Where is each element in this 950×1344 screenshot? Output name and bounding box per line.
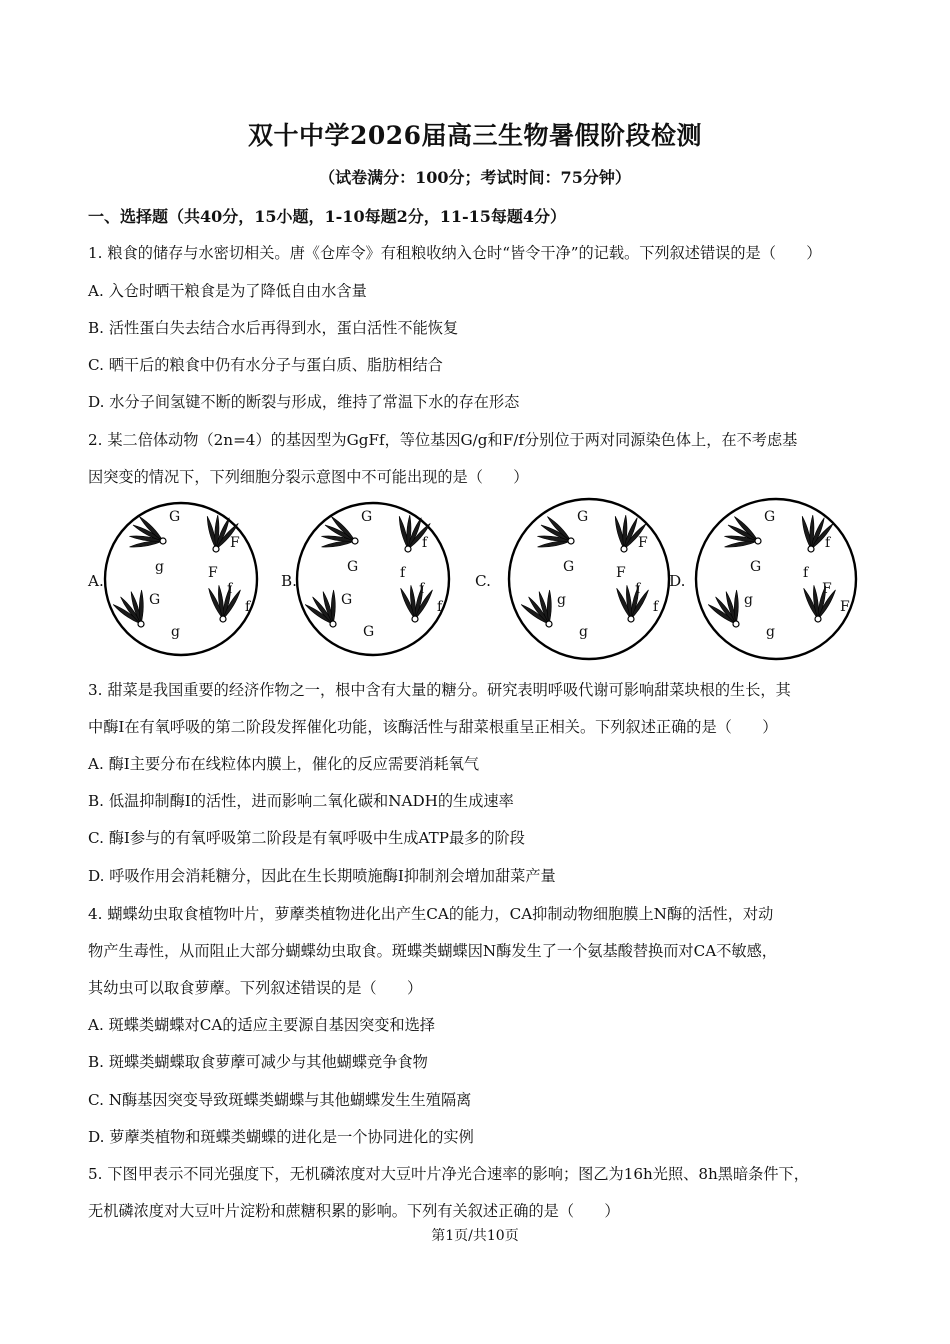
cell-membrane-2 — [509, 499, 669, 659]
gene-label-0-br-1: f — [245, 599, 251, 615]
q2-option-c-label[interactable]: C. — [475, 572, 491, 590]
q2-option-b-label[interactable]: B. — [281, 572, 297, 590]
chromatid-3-bl-3 — [734, 590, 738, 624]
chromatid-2-bl-3 — [547, 590, 551, 624]
gene-label-0-bl-0: G — [149, 592, 161, 608]
centromere-3-tr — [808, 546, 814, 552]
centromere-0-br — [220, 616, 226, 622]
gene-label-3-tr-0: f — [825, 535, 831, 551]
gene-label-0-tr-1: F — [208, 565, 218, 581]
gene-label-2-tr-0: F — [638, 535, 648, 551]
q3-option-b[interactable]: B. 低温抑制酶Ⅰ的活性，进而影响二氧化碳和NADH的生成速率 — [88, 792, 514, 810]
q3-stem-line1: 3. 甜菜是我国重要的经济作物之一，根中含有大量的糖分。研究表明呼吸代谢可影响甜菜块根的生长，其 — [88, 681, 791, 699]
centromere-3-bl — [733, 621, 739, 627]
q1-option-c[interactable]: C. 晒干后的粮食中仍有水分子与蛋白质、脂肪相结合 — [88, 356, 443, 374]
section-heading: 一、选择题（共40分，15小题，1-10每题2分，11-15每题4分） — [88, 207, 567, 226]
gene-label-2-bl-0: g — [557, 592, 566, 608]
cell-1 — [297, 503, 449, 655]
q4-stem-line1: 4. 蝴蝶幼虫取食植物叶片，萝藦类植物进化出产生CA的能力，CA抑制动物细胞膜上N酶的活性，对动 — [88, 905, 774, 923]
q1-option-a[interactable]: A. 入仓时晒干粮食是为了降低自由水含量 — [88, 282, 367, 300]
gene-label-0-br-0: f — [227, 581, 233, 597]
q5-stem-line2: 无机磷浓度对大豆叶片淀粉和蔗糖积累的影响。下列有关叙述正确的是（ ） — [88, 1202, 620, 1220]
centromere-1-tr — [405, 546, 411, 552]
cell-2 — [509, 499, 669, 659]
q1-stem: 1. 粮食的储存与水密切相关。唐《仓库令》有租粮收纳入仓时“皆令干净”的记载。下列叙述错误的是（ ） — [88, 244, 822, 262]
centromere-0-bl — [138, 621, 144, 627]
q4-option-c[interactable]: C. N酶基因突变导致斑蝶类蝴蝶与其他蝴蝶发生生殖隔离 — [88, 1091, 472, 1109]
gene-label-2-tr-1: F — [616, 565, 626, 581]
gene-label-2-bl-1: g — [579, 624, 588, 640]
gene-label-3-tr-1: f — [803, 565, 809, 581]
gene-label-1-tl-1: G — [347, 559, 359, 575]
gene-label-0-tl-1: g — [155, 559, 164, 575]
gene-label-0-tl-0: G — [169, 509, 181, 525]
centromere-1-br — [412, 616, 418, 622]
chromatid-0-bl-3 — [139, 590, 143, 624]
chromatid-1-tl-0 — [322, 541, 355, 547]
cell-membrane-3 — [696, 499, 856, 659]
q4-option-a[interactable]: A. 斑蝶类蝴蝶对CA的适应主要源自基因突变和选择 — [88, 1016, 435, 1034]
centromere-0-tl — [160, 538, 166, 544]
gene-label-1-br-0: f — [419, 581, 425, 597]
q2-option-d-label[interactable]: D. — [669, 572, 686, 590]
gene-label-3-br-1: F — [840, 599, 850, 615]
gene-label-3-tl-1: G — [750, 559, 762, 575]
q3-option-c[interactable]: C. 酶Ⅰ参与的有氧呼吸第二阶段是有氧呼吸中生成ATP最多的阶段 — [88, 829, 525, 847]
centromere-0-tr — [213, 546, 219, 552]
centromere-2-tl — [568, 538, 574, 544]
exam-info: （试卷满分：100分；考试时间：75分钟） — [319, 168, 631, 187]
centromere-2-bl — [546, 621, 552, 627]
gene-label-2-tl-1: G — [563, 559, 575, 575]
gene-label-3-bl-0: g — [744, 592, 753, 608]
centromere-1-tl — [352, 538, 358, 544]
centromere-2-tr — [621, 546, 627, 552]
q3-stem-line2: 中酶Ⅰ在有氧呼吸的第二阶段发挥催化功能，该酶活性与甜菜根重呈正相关。下列叙述正确的是（ ） — [88, 718, 778, 736]
gene-label-3-br-0: F — [822, 581, 832, 597]
q4-stem-line2: 物产生毒性，从而阻止大部分蝴蝶幼虫取食。斑蝶类蝴蝶因N酶发生了一个氨基酸替换而对CA不敏感， — [88, 942, 777, 960]
gene-label-1-bl-1: G — [363, 624, 375, 640]
gene-label-0-bl-1: g — [171, 624, 180, 640]
q2-stem-line1: 2. 某二倍体动物（2n=4）的基因型为GgFf，等位基因G/g和F/f分别位于两对同源染色体上，在不考虑基 — [88, 431, 798, 449]
gene-label-1-tr-1: f — [400, 565, 406, 581]
gene-label-3-bl-1: g — [766, 624, 775, 640]
centromere-2-br — [628, 616, 634, 622]
gene-label-1-tr-0: f — [422, 535, 428, 551]
gene-label-1-br-1: f — [437, 599, 443, 615]
q5-stem-line1: 5. 下图甲表示不同光强度下，无机磷浓度对大豆叶片净光合速率的影响；图乙为16h光照、8h黑暗条件下， — [88, 1165, 809, 1183]
centromere-3-tl — [755, 538, 761, 544]
cell-division-diagrams — [88, 497, 868, 665]
q1-option-d[interactable]: D. 水分子间氢键不断的断裂与形成，维持了常温下水的存在形态 — [88, 393, 520, 411]
gene-label-3-tl-0: G — [764, 509, 776, 525]
centromere-1-bl — [330, 621, 336, 627]
q4-option-d[interactable]: D. 萝藦类植物和斑蝶类蝴蝶的进化是一个协同进化的实例 — [88, 1128, 474, 1146]
q4-option-b[interactable]: B. 斑蝶类蝴蝶取食萝藦可减少与其他蝴蝶竞争食物 — [88, 1053, 428, 1071]
chromatid-2-tl-0 — [538, 541, 571, 547]
q3-option-d[interactable]: D. 呼吸作用会消耗糖分，因此在生长期喷施酶Ⅰ抑制剂会增加甜菜产量 — [88, 867, 556, 885]
gene-label-1-bl-0: G — [341, 592, 353, 608]
q2-option-a-label[interactable]: A. — [88, 572, 104, 590]
chromatid-3-tl-0 — [725, 541, 758, 547]
cell-membrane-0 — [105, 503, 257, 655]
centromere-3-br — [815, 616, 821, 622]
page-number: 第1页/共10页 — [431, 1228, 519, 1244]
chromatid-0-tl-0 — [130, 541, 163, 547]
cell-0 — [105, 503, 257, 655]
gene-label-2-br-0: f — [635, 581, 641, 597]
gene-label-2-tl-0: G — [577, 509, 589, 525]
chromatid-1-bl-3 — [331, 590, 335, 624]
page-title: 双十中学2026届高三生物暑假阶段检测 — [247, 121, 703, 150]
cells-svg — [88, 497, 868, 665]
cell-3 — [696, 499, 856, 659]
q4-stem-line3: 其幼虫可以取食萝藦。下列叙述错误的是（ ） — [88, 979, 423, 997]
q1-option-b[interactable]: B. 活性蛋白失去结合水后再得到水，蛋白活性不能恢复 — [88, 319, 459, 337]
gene-label-2-br-1: f — [653, 599, 659, 615]
gene-label-0-tr-0: F — [230, 535, 240, 551]
gene-label-1-tl-0: G — [361, 509, 373, 525]
q3-option-a[interactable]: A. 酶Ⅰ主要分布在线粒体内膜上，催化的反应需要消耗氧气 — [88, 755, 480, 773]
q2-stem-line2: 因突变的情况下，下列细胞分裂示意图中不可能出现的是（ ） — [88, 468, 529, 486]
